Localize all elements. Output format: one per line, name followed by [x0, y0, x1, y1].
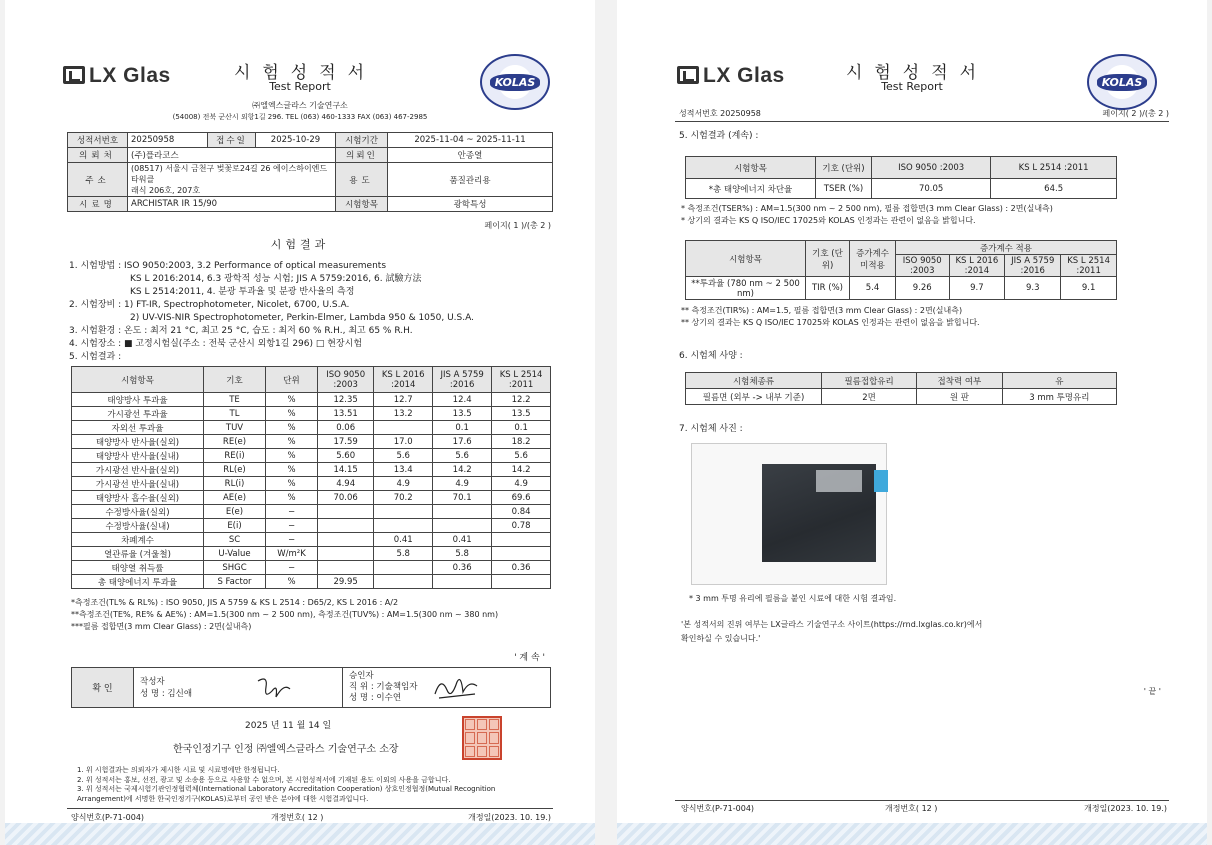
page-number: 페이지( 1 )/(총 2 )	[484, 221, 551, 230]
tir-symbol: TIR (%)	[806, 277, 850, 300]
table-cell: 18.2	[492, 435, 551, 449]
table-cell: %	[266, 393, 318, 407]
spec-col-type: 시험체종류	[686, 373, 822, 389]
table-cell: S Factor	[204, 575, 266, 589]
table-cell: 14.2	[433, 463, 492, 477]
specimen-spec-table	[685, 372, 1117, 405]
table-cell: 14.15	[318, 463, 374, 477]
tir-col-symbol: 기호 (단위)	[806, 241, 850, 277]
table-cell: 태양방사 반사율(실외)	[72, 435, 204, 449]
table-cell	[433, 505, 492, 519]
table-row	[72, 561, 551, 575]
method-line-2: KS L 2016:2014, 6.3 광학적 성능 시험; JIS A 5759:2016, 6. 試驗方法	[130, 274, 422, 284]
table-cell: AE(e)	[204, 491, 266, 505]
report-title-en: Test Report	[269, 80, 331, 93]
spec-plate: 원 판	[917, 389, 1002, 405]
client-label: 의뢰처	[68, 148, 128, 163]
footnote-3: 3. 위 성적서는 국제시험기관인정협력체(International Laboratory Accreditation Cooperation) 상호인정협정(Mutual Recognition	[77, 785, 496, 793]
section6-heading: 6. 시험체 사양 :	[679, 351, 743, 361]
company-logo-p2: LX Glas	[677, 64, 785, 88]
tir-col-item: 시험항목	[686, 241, 806, 277]
writer-title: 작성자	[140, 676, 165, 687]
spec-col-yes: 유	[1002, 373, 1116, 389]
table-row	[72, 575, 551, 589]
sample-label-sticker	[816, 470, 862, 492]
client-address-line2: 래식 206호, 207호	[131, 186, 201, 195]
section5-heading: 5. 시험결과 (계속) :	[679, 131, 759, 141]
tser-item: *총 태양에너지 차단율	[686, 179, 816, 199]
report-number-p2: 성적서번호 20250958	[679, 109, 761, 118]
table-cell: TE	[204, 393, 266, 407]
table-cell: 자외선 투과율	[72, 421, 204, 435]
tir-note-1: ** 측정조건(TIR%) : AM=1.5, 필름 접합면(3 mm Clear Glass) : 2면(실내측)	[681, 306, 963, 315]
table-cell: %	[266, 575, 318, 589]
tir-col-ksl2514: KS L 2514 :2011	[1061, 255, 1117, 277]
table-cell: 태양방사 투과율	[72, 393, 204, 407]
form-number-p2: 양식번호(P-71-004)	[681, 804, 755, 813]
table-cell: 열관류율 (겨울철)	[72, 547, 204, 561]
table-cell: SC	[204, 533, 266, 547]
environment-line: 3. 시험환경 : 온도 : 최저 21 °C, 최고 25 °C, 습도 : 최저 60 % R.H., 최고 65 % R.H.	[69, 326, 413, 336]
table-cell: 17.59	[318, 435, 374, 449]
client-address-line1: (08517) 서울시 금천구 벚꽃로24길 26 에이스하이엔드타워클	[131, 164, 328, 184]
specimen-photo	[691, 443, 887, 585]
tser-symbol: TSER (%)	[816, 179, 872, 199]
table-row	[72, 533, 551, 547]
table-cell: 0.1	[492, 421, 551, 435]
spec-film-side: 필름면 (외부 -> 내부 기준)	[686, 389, 822, 405]
table-cell: 5.6	[492, 449, 551, 463]
institute-name: ㈜엘엑스글라스 기술연구소	[252, 101, 348, 110]
writer-name: 성 명 : 김신애	[140, 688, 193, 699]
tser-col-iso9050: ISO 9050 :2003	[872, 157, 991, 179]
tir-col-no-factor: 증가계수 미적용	[850, 241, 896, 277]
table-cell: 14.2	[492, 463, 551, 477]
table-cell: 5.8	[374, 547, 433, 561]
note-1: *측정조건(TL% & RL%) : ISO 9050, JIS A 5759 & KS L 2514 : D65/2, KS L 2016 : A/2	[71, 598, 399, 607]
table-cell: 가시광선 투과율	[72, 407, 204, 421]
confirm-label: 확 인	[72, 668, 134, 708]
tser-iso9050: 70.05	[872, 179, 991, 199]
table-cell: %	[266, 491, 318, 505]
table-cell: 0.1	[433, 421, 492, 435]
table-cell: %	[266, 435, 318, 449]
table-cell: −	[266, 561, 318, 575]
photo-caption: * 3 mm 투명 유리에 필름을 붙인 시료에 대한 시험 결과임.	[689, 594, 897, 603]
report-page-1	[5, 0, 595, 845]
tir-table	[685, 240, 1117, 300]
report-page-2	[617, 0, 1207, 845]
table-cell: 가시광선 반사율(실외)	[72, 463, 204, 477]
method-line-3: KS L 2514:2011, 4. 분광 투과율 및 분광 반사율의 측정	[130, 287, 355, 297]
sample-label: 시료명	[68, 197, 128, 212]
table-cell: 4.9	[433, 477, 492, 491]
tir-jisa5759: 9.3	[1005, 277, 1061, 300]
table-cell: RL(e)	[204, 463, 266, 477]
table-cell: 0.36	[433, 561, 492, 575]
table-row	[72, 491, 551, 505]
location-line: 4. 시험장소 : ■ 고정시험실(주소 : 전북 군산시 외항1길 296) □ 현장시험	[69, 339, 363, 349]
table-cell: %	[266, 449, 318, 463]
footer-divider	[67, 808, 553, 809]
table-cell: %	[266, 463, 318, 477]
end-marker: ' 끝 '	[1143, 687, 1161, 696]
table-cell: 12.7	[374, 393, 433, 407]
tir-ksl2514: 9.1	[1061, 277, 1117, 300]
tser-table	[685, 156, 1117, 199]
table-cell: 12.4	[433, 393, 492, 407]
footnote-4: Arrangement)에 서명한 한국인정기구(KOLAS)로부터 공인 받은 분야에 대한 시험결과입니다.	[77, 794, 369, 803]
report-title-ko: 시험성적서	[233, 63, 377, 83]
tser-note-2: * 상기의 결과는 KS Q ISO/IEC 17025와 KOLAS 인정과는 관련이 없음을 밝힙니다.	[681, 216, 976, 225]
table-cell	[318, 519, 374, 533]
footnote-2: 2. 위 성적서는 홍보, 선전, 광고 및 소송용 등으로 사용할 수 없으며, 본 시험성적서에 기재된 용도 이외의 사용을 금합니다.	[77, 775, 451, 784]
footer-divider-p2	[675, 800, 1169, 801]
table-row	[72, 477, 551, 491]
institute-address: (54008) 전북 군산시 외항1길 296. TEL (063) 460-1333 FAX (063) 467-2985	[172, 113, 428, 121]
table-cell: 17.6	[433, 435, 492, 449]
table-row	[72, 463, 551, 477]
issuer-line: 한국인정기구 인정 ㈜엘엑스글라스 기술연구소 소장	[173, 744, 399, 755]
approver-name: 성 명 : 이수연	[349, 693, 402, 703]
tir-col-factor: 증가계수 적용	[896, 241, 1117, 255]
table-cell: −	[266, 505, 318, 519]
tir-col-jisa5759: JIS A 5759 :2016	[1005, 255, 1061, 277]
table-cell	[318, 561, 374, 575]
revision-number: 개정번호( 12 )	[271, 813, 324, 822]
sample-value: ARCHISTAR IR 15/90	[128, 197, 336, 212]
report-no-label: 성적서번호	[68, 133, 128, 148]
received-label: 접수일	[208, 133, 256, 148]
table-row	[72, 393, 551, 407]
kolas-seal-icon: KOLAS	[480, 54, 550, 110]
col-header-iso9050: ISO 9050 :2003	[318, 367, 374, 393]
revision-number-p2: 개정번호( 12 )	[885, 804, 938, 813]
spec-surfaces: 2면	[822, 389, 917, 405]
table-cell: 0.78	[492, 519, 551, 533]
table-cell	[318, 505, 374, 519]
table-cell: 70.1	[433, 491, 492, 505]
col-header-item: 시험항목	[72, 367, 204, 393]
table-cell: 4.94	[318, 477, 374, 491]
table-cell: 태양방사 흡수율(실외)	[72, 491, 204, 505]
results-body	[72, 393, 551, 589]
table-cell	[492, 533, 551, 547]
address-label: 주소	[68, 163, 128, 197]
lx-logo-icon	[63, 66, 85, 84]
item-value: 광학특성	[388, 197, 553, 212]
col-header-ksl2016: KS L 2016 :2014	[374, 367, 433, 393]
report-title-en-p2: Test Report	[881, 80, 943, 93]
tir-iso9050: 9.26	[896, 277, 950, 300]
table-cell: −	[266, 519, 318, 533]
table-cell: 70.2	[374, 491, 433, 505]
table-cell: 17.0	[374, 435, 433, 449]
table-cell: E(i)	[204, 519, 266, 533]
verification-line-2: 확인하실 수 있습니다.'	[681, 634, 761, 643]
table-row	[72, 449, 551, 463]
table-cell: 12.2	[492, 393, 551, 407]
table-cell: 0.06	[318, 421, 374, 435]
table-cell: 차폐계수	[72, 533, 204, 547]
table-cell: 12.35	[318, 393, 374, 407]
table-cell: 5.60	[318, 449, 374, 463]
tir-no-factor: 5.4	[850, 277, 896, 300]
tir-notes	[681, 305, 980, 329]
footnote-1: 1. 위 시험결과는 의뢰자가 제시한 시료 및 시료명에만 한정됩니다.	[77, 766, 280, 774]
report-title-ko-p2: 시험성적서	[845, 63, 989, 83]
footnotes	[77, 766, 495, 804]
table-cell: TUV	[204, 421, 266, 435]
table-cell: U-Value	[204, 547, 266, 561]
approver-signature-icon	[431, 672, 481, 704]
table-cell: %	[266, 421, 318, 435]
note-2: **측정조건(TE%, RE% & AE%) : AM=1.5(300 nm ~ 2 500 nm), 측정조건(TUV%) : AM=1.5(300 nm ~ 380 nm)	[71, 610, 499, 619]
tser-ksl2514: 64.5	[991, 179, 1117, 199]
table-cell	[318, 547, 374, 561]
table-cell: RE(e)	[204, 435, 266, 449]
table-cell: E(e)	[204, 505, 266, 519]
table-cell: RL(i)	[204, 477, 266, 491]
table-cell: 69.6	[492, 491, 551, 505]
tir-ksl2016: 9.7	[949, 277, 1005, 300]
period-label: 시험기간	[336, 133, 388, 148]
table-cell: 5.6	[433, 449, 492, 463]
table-cell: 수정방사율(실내)	[72, 519, 204, 533]
table-cell: SHGC	[204, 561, 266, 575]
tser-notes	[681, 203, 1053, 227]
kolas-seal-icon: KOLAS	[1087, 54, 1157, 110]
lx-logo-icon	[677, 66, 699, 84]
spec-col-adhesion: 접착력 여부	[917, 373, 1002, 389]
requester-value: 안종열	[388, 148, 553, 163]
client-value: (주)플라코스	[128, 148, 336, 163]
table-cell: %	[266, 407, 318, 421]
table-row	[72, 547, 551, 561]
note-3: ***필름 접합면(3 mm Clear Glass) : 2면(실내측)	[71, 622, 252, 631]
tser-col-ksl2514: KS L 2514 :2011	[991, 157, 1117, 179]
equipment-line-2: 2) UV-VIS-NIR Spectrophotometer, Perkin-Elmer, Lambda 950 & 1050, U.S.A.	[130, 313, 474, 323]
issue-date: 2025 년 11 월 14 일	[245, 721, 332, 731]
spec-col-film: 필름접합유리	[822, 373, 917, 389]
optical-results-table	[71, 366, 551, 589]
table-cell: 0.84	[492, 505, 551, 519]
table-cell: 5.8	[433, 547, 492, 561]
table-cell: %	[266, 477, 318, 491]
tir-item: **투과율 (780 nm ~ 2 500 nm)	[686, 277, 806, 300]
table-cell	[374, 421, 433, 435]
form-number: 양식번호(P-71-004)	[71, 813, 145, 822]
table-cell	[433, 575, 492, 589]
col-header-ksl2514: KS L 2514 :2011	[492, 367, 551, 393]
continued-label: ' 계 속 '	[514, 653, 545, 663]
table-cell: 가시광선 반사율(실내)	[72, 477, 204, 491]
writer-cell	[134, 668, 343, 708]
spec-glass: 3 mm 투명유리	[1002, 389, 1116, 405]
requester-label: 의뢰인	[336, 148, 388, 163]
tir-col-iso9050: ISO 9050 :2003	[896, 255, 950, 277]
table-cell: 4.9	[374, 477, 433, 491]
table-cell: 0.36	[492, 561, 551, 575]
header-divider	[675, 121, 1169, 122]
section7-heading: 7. 시험체 사진 :	[679, 424, 743, 434]
report-no-value: 20250958	[128, 133, 208, 148]
report-info-table	[67, 132, 553, 212]
approval-table	[71, 667, 551, 708]
table-row	[72, 421, 551, 435]
table-cell	[374, 575, 433, 589]
company-stamp-icon	[462, 716, 502, 760]
col-header-jisa5759: JIS A 5759 :2016	[433, 367, 492, 393]
blue-tape	[874, 470, 888, 492]
table-row	[72, 407, 551, 421]
writer-signature-icon	[254, 673, 294, 703]
table-cell: 총 태양에너지 투과율	[72, 575, 204, 589]
revision-date: 개정일(2023. 10. 19.)	[468, 813, 551, 822]
table-cell: 13.5	[433, 407, 492, 421]
tir-note-2: ** 상기의 결과는 KS Q ISO/IEC 17025와 KOLAS 인정과는 관련이 없음을 밝힙니다.	[681, 318, 980, 327]
table-cell: 13.51	[318, 407, 374, 421]
company-logo: LX Glas	[63, 64, 171, 88]
use-value: 품질관리용	[388, 163, 553, 197]
use-label: 용도	[336, 163, 388, 197]
tser-note-1: * 측정조건(TSER%) : AM=1.5(300 nm ~ 2 500 nm), 필름 접합면(3 mm Clear Glass) : 2면(실내측)	[681, 204, 1053, 213]
table-row	[72, 435, 551, 449]
measurement-notes	[71, 597, 498, 633]
method-line-1: 1. 시험방법 : ISO 9050:2003, 3.2 Performance of optical measurements	[69, 261, 387, 271]
table-cell	[492, 575, 551, 589]
verification-line-1: '본 성적서의 진위 여부는 LX글라스 기술연구소 사이트(https://rnd.lxglas.co.kr)에서	[681, 620, 983, 629]
table-cell: W/m²K	[266, 547, 318, 561]
footer-band	[5, 823, 595, 845]
table-cell: 태양열 취득률	[72, 561, 204, 575]
tir-col-ksl2016: KS L 2016 :2014	[949, 255, 1005, 277]
table-cell: 5.6	[374, 449, 433, 463]
table-cell	[492, 547, 551, 561]
table-cell	[433, 519, 492, 533]
verification-notice	[681, 618, 982, 646]
table-cell: RE(i)	[204, 449, 266, 463]
received-value: 2025-10-29	[256, 133, 336, 148]
col-header-symbol: 기호	[204, 367, 266, 393]
revision-date-p2: 개정일(2023. 10. 19.)	[1084, 804, 1167, 813]
table-cell	[374, 505, 433, 519]
table-cell: 13.2	[374, 407, 433, 421]
table-cell	[374, 519, 433, 533]
table-cell: 4.9	[492, 477, 551, 491]
page-number-p2: 페이지( 2 )/(총 2 )	[1102, 109, 1169, 118]
footer-band-p2	[617, 823, 1207, 845]
table-cell: −	[266, 533, 318, 547]
table-cell: TL	[204, 407, 266, 421]
test-method-list	[69, 260, 474, 364]
table-cell: 0.41	[374, 533, 433, 547]
period-value: 2025-11-04 ~ 2025-11-11	[388, 133, 553, 148]
approver-position: 직 위 : 기술책임자	[349, 682, 418, 692]
table-cell: 13.5	[492, 407, 551, 421]
client-address	[128, 163, 336, 197]
approver-title: 승인자	[349, 671, 374, 681]
col-header-unit: 단위	[266, 367, 318, 393]
table-cell: 0.41	[433, 533, 492, 547]
table-cell: 70.06	[318, 491, 374, 505]
results-heading: 시험결과	[270, 238, 330, 251]
tser-col-symbol: 기호 (단위)	[816, 157, 872, 179]
table-row	[72, 519, 551, 533]
table-row	[72, 505, 551, 519]
tser-col-item: 시험항목	[686, 157, 816, 179]
approver-cell	[343, 668, 551, 708]
item-label: 시험항목	[336, 197, 388, 212]
equipment-line-1: 2. 시험장비 : 1) FT-IR, Spectrophotometer, Nicolet, 6700, U.S.A.	[69, 300, 350, 310]
results-label: 5. 시험결과 :	[69, 352, 122, 362]
table-cell: 태양방사 반사율(실내)	[72, 449, 204, 463]
table-cell: 수정방사율(실외)	[72, 505, 204, 519]
table-cell: 29.95	[318, 575, 374, 589]
table-cell	[374, 561, 433, 575]
table-cell: 13.4	[374, 463, 433, 477]
table-cell	[318, 533, 374, 547]
